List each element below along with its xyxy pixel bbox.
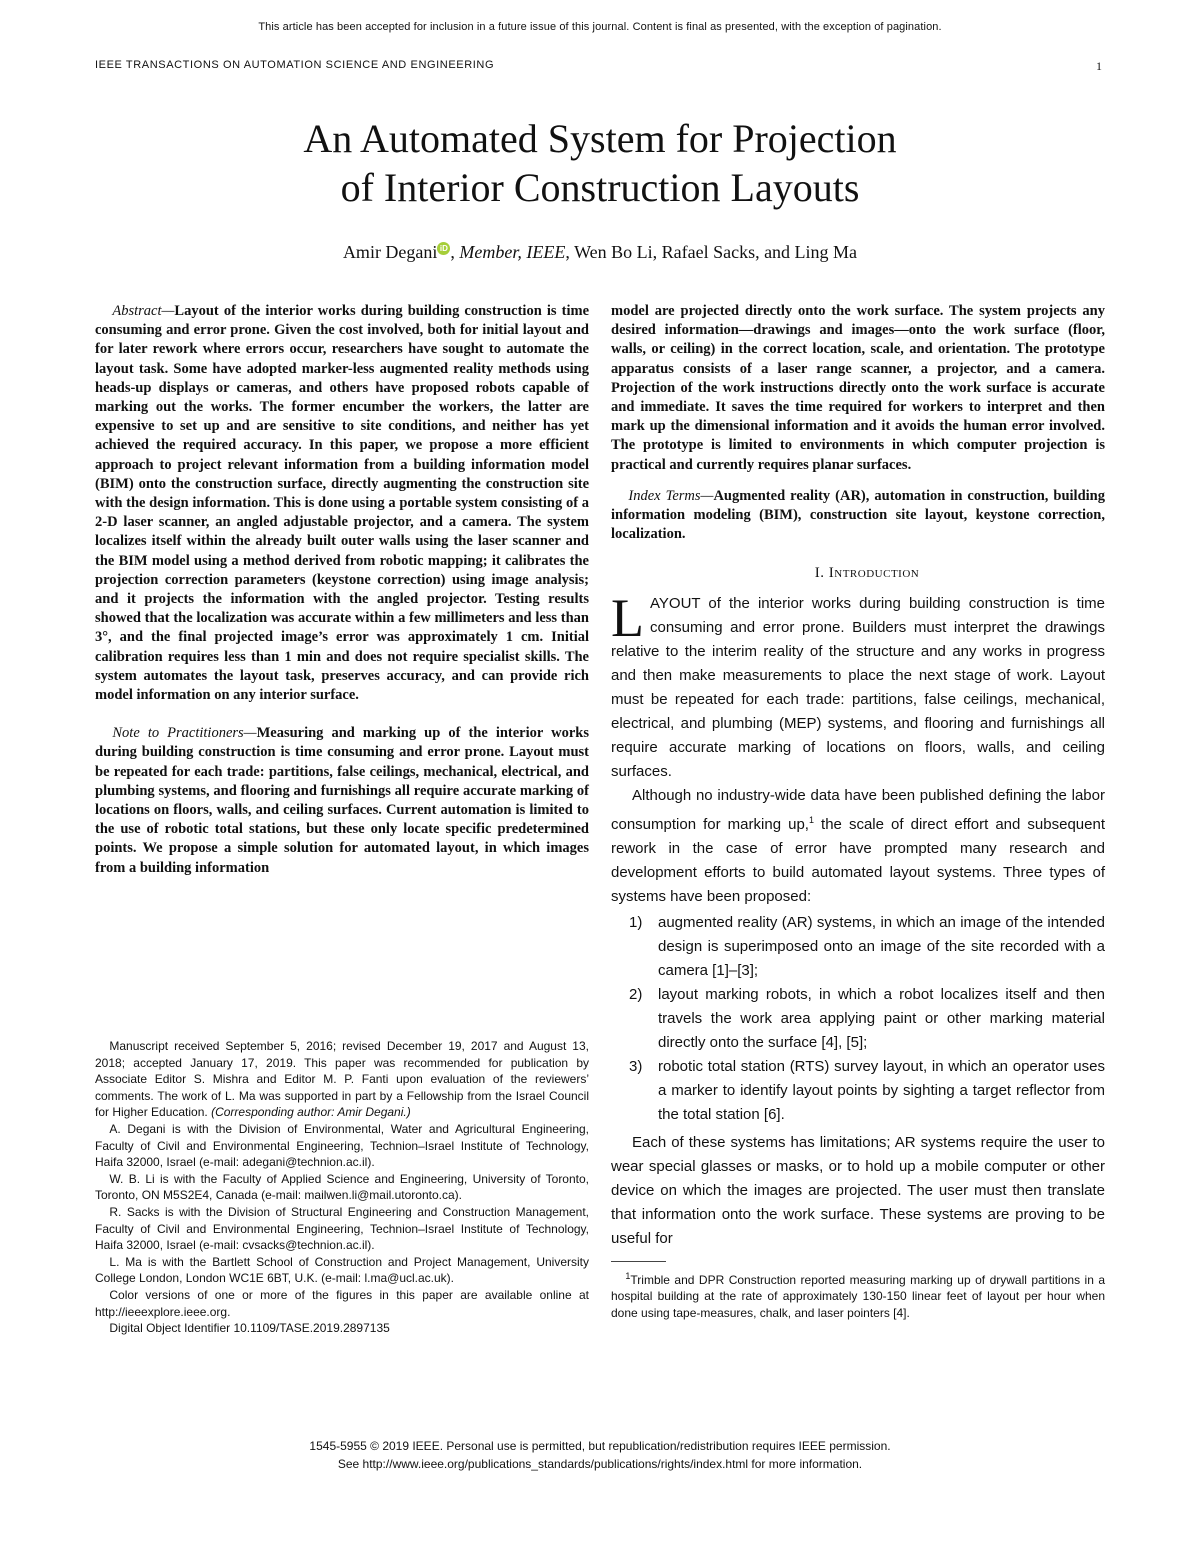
list-item: 3) robotic total station (RTS) survey layout, in which an operator uses a marker to identify layout points by sighting a target reflector from the total station [6]. (629, 1057, 1105, 1123)
footnote-affiliation: L. Ma is with the Bartlett School of Construction and Project Management, University College London, London WC1E 6BT, U.K. (e-mail: l.ma@ucl.ac.uk). (95, 1254, 589, 1286)
orcid-icon[interactable]: iD (437, 242, 450, 255)
paper-title (0, 114, 1200, 212)
index-terms (611, 487, 1105, 545)
footnote-color-versions: Color versions of one or more of the figures in this paper are available online at http://ieeexplore.ieee.org. (95, 1287, 589, 1319)
note-text-right: model are projected directly onto the work surface. The system projects any desired information—drawings and images—onto the work surface (floor, walls, or ceiling) in the correct location, scale, and orientation. The prototype apparatus consists of a laser range scanner, a projector, and a camera. Projection of the work instructions directly onto the work surface is accurate and immediate. It saves the time required for workers to interpret and then mark up the dimensional information and it avoids the human error involved. The prototype is limited to environments in which computer projection is practical and currently requires planar surfaces. (611, 303, 1105, 473)
note-text-left: Measuring and marking up of the interior works during building construction is time consuming and error prone. Layout must be repeated for each trade: partitions, false ceilings, mechanical, electrical, and plumbing systems, and flooring and furnishings all require accurate marking of locations on floors, walls, and ceiling surfaces. Current automation is limited to the use of robotic total stations, but these only locate specific predetermined points. We propose a simple solution for automated layout, in which images from a building information (95, 725, 589, 876)
footnote-affiliation: A. Degani is with the Division of Environmental, Water and Agricultural Engineering, Faculty of Civil and Environmental Engineering, Technion–Israel Institute of Technology, Haifa 32000, Israel (e-mail: adegani@technion.ac.il). (95, 1121, 589, 1170)
footnote-manuscript: Manuscript received September 5, 2016; revised December 19, 2017 and August 13, 2018; accepted January 17, 2019. This paper was recommended for publication by Associate Editor S. Mishra and Editor M. P. Fanti upon evaluation of the reviewers’ comments. The work of L. Ma was supported in part by a Fellowship from the Israel Council for Higher Education. (Corresponding author: Amir Degani.) (95, 1039, 589, 1120)
left-footnotes (95, 1038, 589, 1337)
abstract-text: Layout of the interior works during building construction is time consuming and error prone. Given the cost involved, both for initial layout and for later rework where errors occur, researchers have sought to automate the layout task. Some have adopted marker-less augmented reality methods using heads-up displays or cameras, and others have proposed robots capable of marking out the works. The former encumber the workers, the latter are expensive to set up and are sensitive to site conditions, and neither has yet achieved the required accuracy. In this paper, we propose a more efficient approach to project relevant information from a building information model (BIM) onto the construction surface, directly augmenting the construction site with the design information. This is done using a portable system consisting of a 2-D laser scanner, an angled adjustable projector, and a camera. The system localizes itself within the already built outer walls using the laser scanner and the BIM model using a method derived from robotic mapping; it calibrates the projection correction parameters (keystone correction) using image analysis; and it projects the information with the angled projector. Testing results showed that the localization was accurate within a few millimeters and less than 3°, and the final projected image’s error was approximately 1 cm. Initial calibration requires less than 1 min and does not require specialist skills. The system automates the layout task, preserves accuracy, and can provide rich model information on any interior surface. (95, 303, 589, 704)
copyright-notice (0, 1437, 1200, 1473)
corresponding-author: (Corresponding author: Amir Degani.) (211, 1105, 411, 1120)
note-to-practitioners (95, 724, 589, 878)
title-line-1: An Automated System for Projection (303, 116, 897, 161)
journal-notice: This article has been accepted for inclusion in a future issue of this journal. Content is final as presented, with the exception of pagination. (258, 21, 942, 33)
title-line-2: of Interior Construction Layouts (340, 165, 860, 210)
index-terms-label: Index Terms— (628, 487, 714, 504)
author-line: Amir Degani iD , Member, IEEE, Wen Bo Li, Rafael Sacks, and Ling Ma (342, 242, 858, 262)
list-item: 2) layout marking robots, in which a robot localizes itself and then travels the work area applying paint or other marking material directly onto the surface [4], [5]; (629, 985, 1105, 1051)
section-heading: I. Introduction (814, 565, 920, 582)
footnote-1: $^1$Trimble and DPR Construction reported measuring marking up of drywall partitions in a hospital building at the rate of approximately 130-150 linear feet of layout per hour when done using tape-measures, chalk, and laser pointers [4]. (611, 1270, 1105, 1320)
abstract-label: Abstract— (112, 303, 175, 319)
copyright-line-1: 1545-5955 © 2019 IEEE. Personal use is permitted, but republication/redistribution requires IEEE permission. (309, 1439, 891, 1453)
page-number: 1 (1096, 59, 1102, 73)
right-column (611, 302, 1105, 1321)
author-membership: Member, IEEE (459, 242, 566, 262)
running-head: IEEE TRANSACTIONS ON AUTOMATION SCIENCE AND ENGINEERING (95, 59, 495, 71)
drop-cap: L (611, 587, 644, 648)
intro-paragraph-3: Each of these systems has limitations; AR systems require the user to wear special glasses or masks, or to hold up a mobile computer or other device on which the images are projected. The user must then translate that information onto the work surface. These systems are proving to be useful for (611, 1133, 1105, 1247)
note-label: Note to Practitioners— (112, 725, 257, 742)
footnote-doi: Digital Object Identifier 10.1109/TASE.2019.2897135 (109, 1321, 390, 1336)
footnote-affiliation: W. B. Li is with the Faculty of Applied Science and Engineering, University of Toronto, Toronto, ON M5S2E4, Canada (e-mail: mailwen.li@mail.utoronto.ca). (95, 1171, 589, 1203)
footnote-marker[interactable]: 1 (808, 814, 814, 825)
list-item: 1) augmented reality (AR) systems, in which an image of the intended design is superimposed onto an image of the site recorded with a camera [1]–[3]; (629, 913, 1105, 979)
index-terms-text: Augmented reality (AR), automation in construction, building information modeling (BIM), construction site layout, keystone correction, localization. (611, 487, 1105, 543)
abstract (95, 302, 589, 705)
author-first: Amir Degani (342, 242, 438, 262)
system-types-list (611, 911, 1105, 1127)
footnote-affiliation: R. Sacks is with the Division of Structural Engineering and Construction Management, Faculty of Civil and Environmental Engineering, Technion–Israel Institute of Technology, Haifa 32000, Israel (e-mail: cvsacks@technion.ac.il). (95, 1204, 589, 1253)
intro-paragraph-2: Although no industry-wide data have been published defining the labor consumption for marking up,$^1$ the scale of direct effort and subsequent rework in the case of error have prompted many research and development efforts to build automated layout systems. Three types of systems have been proposed: (611, 786, 1105, 905)
author-rest: , Wen Bo Li, Rafael Sacks, and Ling Ma (565, 242, 858, 262)
introduction-body (611, 587, 1105, 1251)
intro-paragraph-1: LAYOUT of the interior works during building construction is time consuming and error prone. Builders must interpret the drawings relative to the interim reality of the structure and any works in progress and then make measurements to place the next stage of work. Layout must be repeated for each trade: partitions, false ceilings, mechanical, electrical, and plumbing (MEP) systems, and flooring and furnishings all require accurate marking of locations on floors, walls, and ceiling surfaces. (611, 587, 1105, 780)
footnote-rule (611, 1261, 666, 1262)
left-column (95, 302, 589, 878)
copyright-line-2[interactable]: See http://www.ieee.org/publications_standards/publications/rights/index.html for more information. (337, 1457, 863, 1471)
